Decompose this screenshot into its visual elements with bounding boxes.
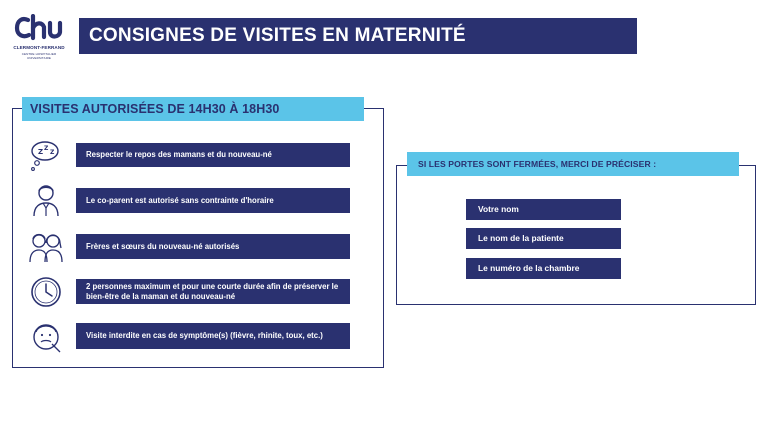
svg-text:Z: Z bbox=[50, 149, 55, 156]
sleep-icon bbox=[28, 138, 64, 174]
page-title: CONSIGNES DE VISITES EN MATERNITÉ bbox=[79, 18, 637, 54]
sick-face-icon bbox=[28, 319, 64, 355]
logo-subtitle: CENTRE HOSPITALIER UNIVERSITAIRE bbox=[21, 52, 57, 60]
field-room-number: Le numéro de la chambre bbox=[466, 258, 621, 279]
rule-symptoms-text: Visite interdite en cas de symptôme(s) (fièvre, rhinite, toux, etc.) bbox=[76, 323, 350, 349]
chu-logo bbox=[12, 14, 66, 60]
field-your-name: Votre nom bbox=[466, 199, 621, 220]
rule-siblings-text: Frères et sœurs du nouveau-né autorisés bbox=[76, 234, 350, 259]
co-parent-icon bbox=[28, 182, 64, 218]
svg-text:Z: Z bbox=[44, 145, 49, 152]
chu-logo-mark-icon bbox=[14, 14, 64, 44]
rule-visitors-limit-text: 2 personnes maximum et pour une courte durée afin de préserver le bien-être de la maman et du nouveau-né bbox=[76, 279, 350, 304]
siblings-icon bbox=[28, 228, 64, 264]
svg-text:Z: Z bbox=[38, 148, 44, 156]
field-patient-name: Le nom de la patiente bbox=[466, 228, 621, 249]
logo-org-name: CLERMONT-FERRAND bbox=[13, 45, 65, 50]
clock-icon bbox=[28, 274, 64, 310]
visiting-hours-header: VISITES AUTORISÉES DE 14H30 À 18H30 bbox=[22, 97, 364, 121]
rule-co-parent-text: Le co-parent est autorisé sans contrainte d'horaire bbox=[76, 188, 350, 213]
rule-rest-text: Respecter le repos des mamans et du nouveau-né bbox=[76, 143, 350, 167]
closed-doors-header: SI LES PORTES SONT FERMÉES, MERCI DE PRÉCISER : bbox=[407, 152, 739, 176]
